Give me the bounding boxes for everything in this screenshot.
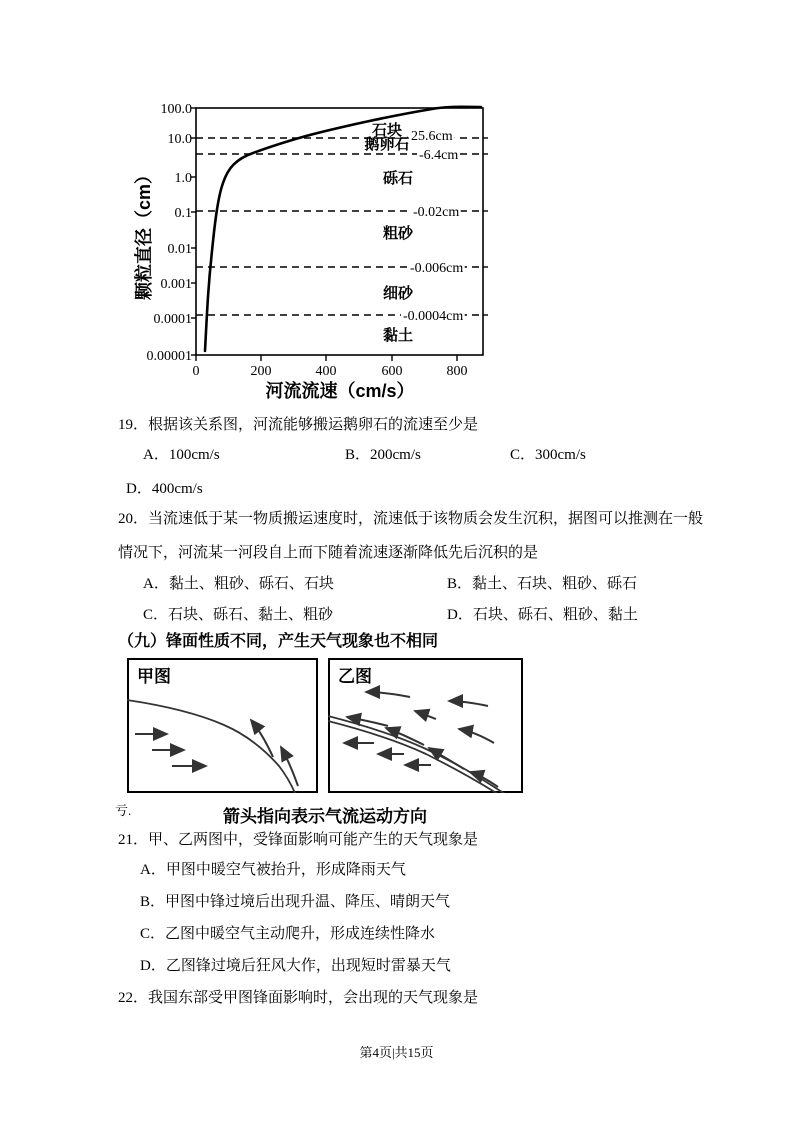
threshold-0.0004cm: -0.0004cm [403,309,464,324]
chart-x-axis-label: 河流流速（cm/s） [265,381,415,401]
q21-option-a: A．甲图中暖空气被抬升，形成降雨天气 [140,862,406,878]
q21-option-c: C．乙图中暖空气主动爬升，形成连续性降水 [140,926,436,942]
threshold-25.6cm: 25.6cm [411,129,453,144]
jia-warm-air-rising-arrows [251,720,298,786]
threshold-0.006cm: -0.006cm [410,261,464,276]
x-tick: 600 [381,364,403,379]
y-tick: 0.01 [167,242,192,257]
x-tick: 0 [192,364,200,379]
q19-option-c: C．300cm/s [510,447,586,463]
q20-option-d: D．石块、砾石、粗砂、黏土 [447,607,638,623]
x-tick: 400 [315,364,337,379]
zone-label-cusha: 粗砂 [382,225,414,242]
y-tick: 0.0001 [153,312,192,327]
x-tick: 200 [250,364,272,379]
y-tick: 0.1 [174,206,192,221]
y-tick: 10.0 [167,132,192,147]
q20-option-a: A．黏土、粗砂、砾石、石块 [143,576,334,592]
jia-label: 甲图 [137,667,171,686]
diameter-velocity-chart [130,93,500,408]
question-22-text: 22．我国东部受甲图锋面影响时，会出现的天气现象是 [118,990,479,1006]
chart-x-tick-labels [193,364,468,379]
yi-warm-air-gliding-arrows [347,692,498,787]
front-diagram-yi [328,658,523,793]
yi-front-double-line [328,716,505,793]
zone-label-niantu: 黏土 [382,327,414,344]
q21-option-d: D．乙图锋过境后狂风大作，出现短时雷暴天气 [140,958,451,974]
question-20-line1: 20．当流速低于某一物质搬运速度时，流速低于该物质会发生沉积，据图可以推测在一般 [118,511,704,527]
jia-cold-air-arrows [135,734,206,766]
stray-scan-mark: 亏. [115,803,132,818]
zone-label-eluanshi: 鹅卵石 [364,136,410,153]
section-9-title: （九）锋面性质不同，产生天气现象也不相同 [118,633,439,650]
page-footer: 第4页|共15页 [359,1045,434,1060]
q20-option-c: C．石块、砾石、黏土、粗砂 [143,607,334,623]
q19-option-a: A．100cm/s [143,447,220,463]
y-tick: 0.001 [160,277,192,292]
threshold-6.4cm: -6.4cm [419,148,459,163]
y-tick: 100.0 [160,102,192,117]
chart-threshold-lines [196,138,483,315]
q19-option-d: D．400cm/s [126,481,203,497]
chart-y-axis-label: 颗粒直径（cm） [134,165,154,301]
x-tick: 800 [446,364,468,379]
zone-label-xisha: 细砂 [382,285,414,302]
question-19-text: 19．根据该关系图，河流能够搬运鹅卵石的流速至少是 [118,417,479,433]
q19-option-b: B．200cm/s [345,447,421,463]
diagram-caption: 箭头指向表示气流运动方向 [223,807,427,826]
question-21-text: 21．甲、乙两图中，受锋面影响可能产生的天气现象是 [118,832,479,848]
y-tick: 1.0 [174,171,192,186]
q20-option-b: B．黏土、石块、粗砂、砾石 [447,576,638,592]
question-20-line2: 情况下，河流某一河段自上而下随着流速逐渐降低先后沉积的是 [118,545,539,561]
front-diagram-jia [127,658,318,793]
jia-front-line [127,700,295,793]
yi-label: 乙图 [338,667,372,686]
zone-label-lishi: 砾石 [382,170,414,187]
y-tick: 0.00001 [146,349,192,364]
zone-label-shikuai: 石块 [371,122,403,139]
threshold-0.02cm: -0.02cm [413,205,460,220]
q21-option-b: B．甲图中锋过境后出现升温、降压、晴朗天气 [140,894,451,910]
